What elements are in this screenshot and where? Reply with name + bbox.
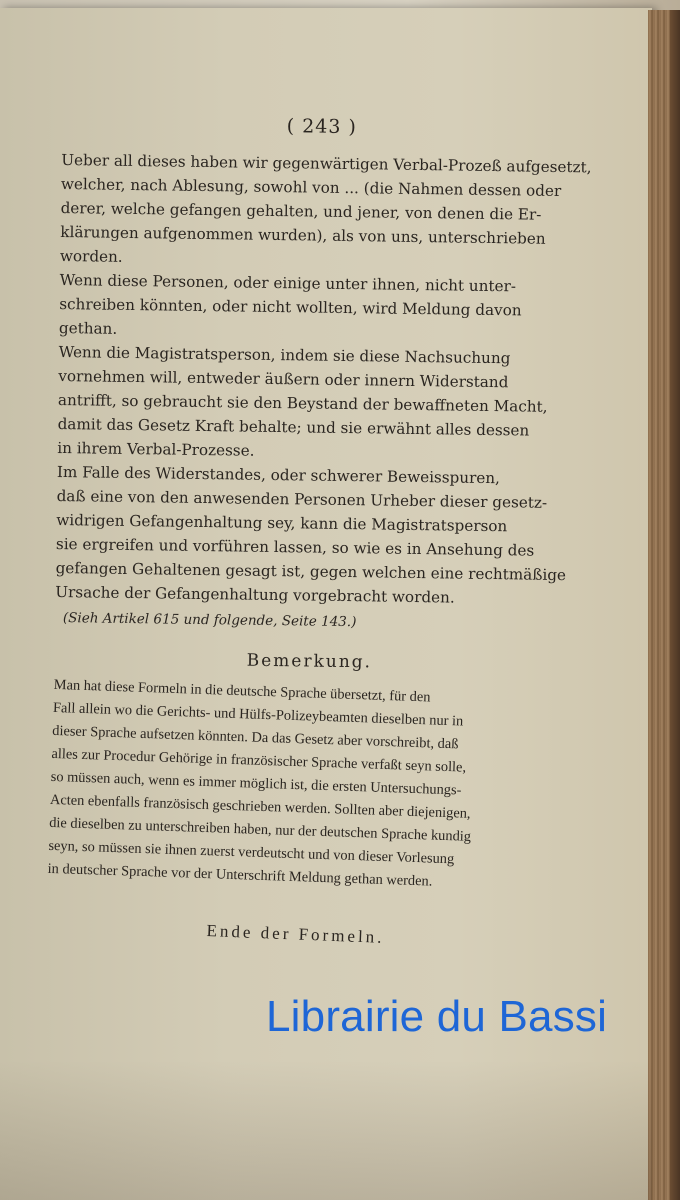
text-line: widrigen Gefangenhaltung sey, kann die Magistratsperson <box>56 510 508 536</box>
remark-line: Fall allein wo die Gerichts- und Hülfs-Polizeybeamten dieselben nur in <box>52 699 464 730</box>
remark-line: Man hat diese Formeln in die deutsche Sprache übersetzt, für den <box>53 676 431 706</box>
paragraph-4 <box>55 460 567 611</box>
text-line: Wenn die Magistratsperson, indem sie diese Nachsuchung <box>58 342 511 368</box>
text-line: Ueber all dieses haben wir gegenwärtigen Verbal-Prozeß aufgesetzt, <box>61 150 592 177</box>
page-shadow <box>0 1060 652 1200</box>
page-text <box>47 112 592 948</box>
remark-paragraph <box>47 674 534 897</box>
watermark: Librairie du Bassi <box>266 992 608 1041</box>
remark-line: Acten ebenfalls französisch geschrieben werden. Sollten aber diejenigen, <box>49 791 471 822</box>
paragraph-2 <box>59 268 540 347</box>
text-line: schreiben könnten, oder nicht wollten, wird Meldung davon <box>59 294 522 320</box>
text-line: daß eine von den anwesenden Personen Urheber dieser gesetz- <box>56 486 548 512</box>
remark-line: in deutscher Sprache vor der Unterschrift Meldung gethan werden. <box>47 860 433 890</box>
text-line: damit das Gesetz Kraft behalte; und sie erwähnt alles dessen <box>57 414 530 440</box>
text-line: gefangen Gehaltenen gesagt ist, gegen welchen eine rechtmäßige <box>55 558 567 585</box>
remark-line: so müssen auch, wenn es immer möglich ist, die ersten Untersuchungs- <box>50 768 462 799</box>
text-line: in ihrem Verbal-Prozesse. <box>57 438 255 460</box>
citation: (Sieh Artikel 615 und folgende, Seite 143.) <box>62 610 357 631</box>
remark-line: alles zur Procedur Gehörige in französischer Sprache verfaßt seyn solle, <box>51 745 467 776</box>
text-line: gethan. <box>58 318 118 338</box>
paragraph-3 <box>57 340 548 467</box>
remark-line: dieser Sprache aufsetzen könnten. Da das Gesetz aber vorschreibt, daß <box>51 722 459 753</box>
text-line: klärungen aufgenommen wurden), als von uns, unterschrieben <box>60 222 546 248</box>
remark-line: seyn, so müssen sie ihnen zuerst verdeutscht und von dieser Vorlesung <box>48 837 455 868</box>
text-line: Wenn diese Personen, oder einige unter ihnen, nicht unter- <box>59 270 517 296</box>
end-of-formulas: Ende der Formeln. <box>206 921 385 947</box>
text-line: worden. <box>59 246 123 266</box>
remark-heading: Bemerkung. <box>246 650 373 673</box>
text-line: antrifft, so gebraucht sie den Beystand der bewaffneten Macht, <box>57 390 548 416</box>
text-line: Ursache der Gefangenhaltung vorgebracht worden. <box>55 582 455 607</box>
text-line: Im Falle des Widerstandes, oder schwerer Beweisspuren, <box>56 462 501 488</box>
paragraph-1 <box>59 148 592 275</box>
text-line: derer, welche gefangen gehalten, und jener, von denen die Er- <box>60 198 542 224</box>
text-line: welcher, nach Ablesung, sowohl von ... (die Nahmen dessen oder <box>60 174 562 200</box>
remark-line: die dieselben zu unterschreiben haben, nur der deutschen Sprache kundig <box>48 814 472 845</box>
text-line: vornehmen will, entweder äußern oder innern Widerstand <box>58 366 509 392</box>
text-line: sie ergreifen und vorführen lassen, so wie es in Ansehung des <box>55 534 535 560</box>
page-number: ( 243 ) <box>286 115 358 139</box>
